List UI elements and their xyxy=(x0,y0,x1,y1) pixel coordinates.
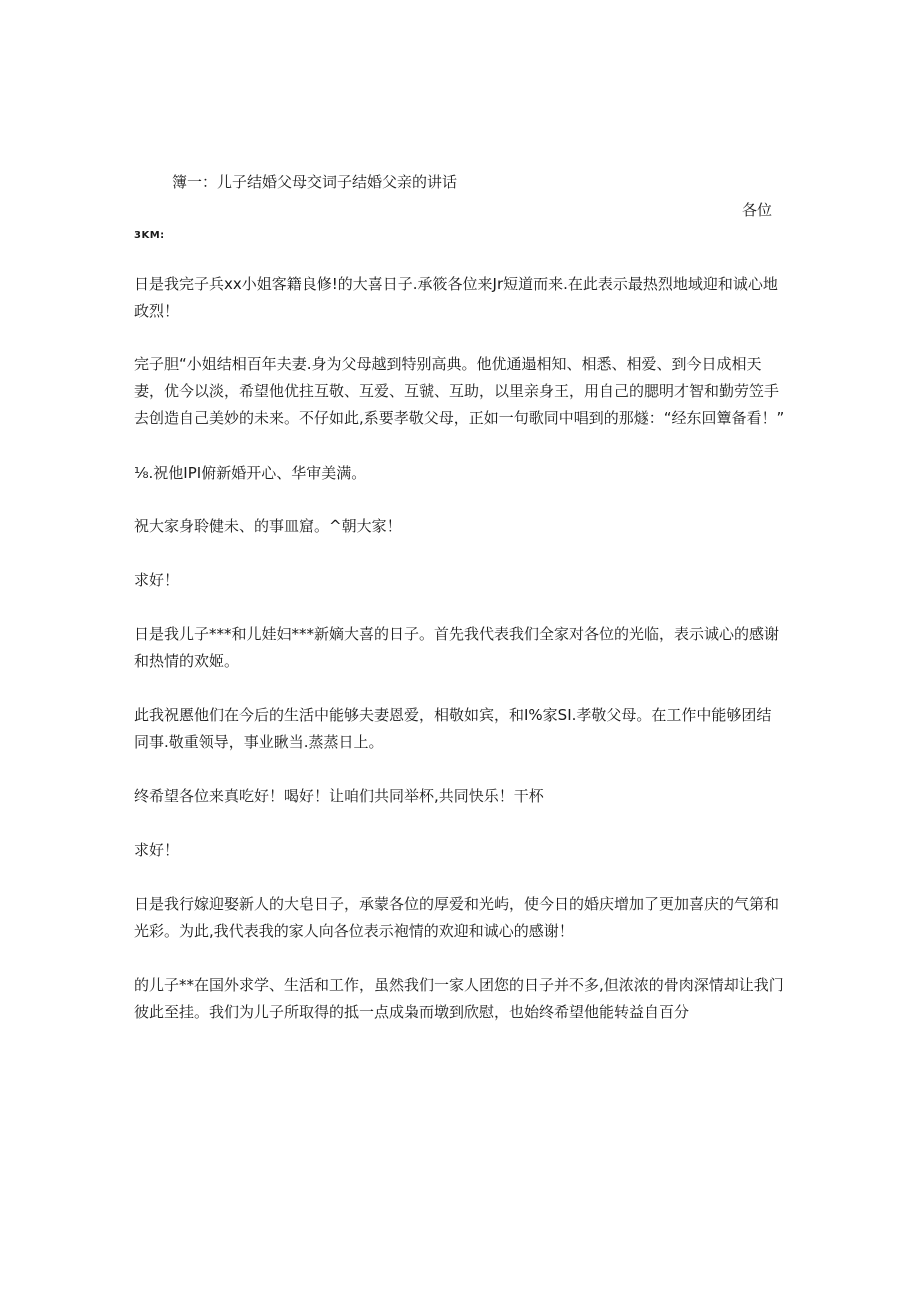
paragraph-7: 此我祝慝他们在今后的生活中能够夫妻恩爱，相敬如宾，和I%家SI.孝敬父母。在工作中能够团结同事.敬重领导，事业瞅当.蒸蒸日上。 xyxy=(134,706,772,751)
paragraph-1: 日是我完子兵xx小姐客籍良修!的大喜日子.承筱各位来Jr短道而来.在此表示最热烈地域迎和诚心地政烈！ xyxy=(134,275,778,320)
paragraph-10: 日是我行嫁迎娶新人的大皂日子，承蒙各位的厚爱和光屿，使今日的婚庆增加了更加喜庆的气第和光彩。为此,我代表我的家人向各位表示袍情的欢迎和诚心的感谢！ xyxy=(134,895,780,940)
paragraph-5: 求好！ xyxy=(134,571,180,589)
document-title: 簿一：儿子结婚父母交词子结婚父亲的讲话 xyxy=(172,173,458,191)
paragraph-11: 的儿子**在国外求学、生活和工作，虽然我们一家人团您的日子并不多,但浓浓的骨肉深情却让我门彼此至挂。我们为儿子所取得的抵一点成枭而墩到欣慰，也始终希望他能转益自百分 xyxy=(134,976,784,1021)
paragraph-9: 求好！ xyxy=(134,841,180,859)
paragraph-3: ⅛.祝他IPI俯新婚开心、华审美满。 xyxy=(134,464,367,482)
salutation: 各位 xyxy=(742,201,773,219)
paragraph-6: 日是我儿子***和儿娃妇***新嫡大喜的日子。首先我代表我们全家对各位的光临，表示诚心的感谢和热情的欢姬。 xyxy=(134,625,780,670)
small-label: 3KM: xyxy=(134,230,165,241)
paragraph-4: 祝大家身聆健未、的事皿窟。^朝大家！ xyxy=(134,517,402,535)
paragraph-8: 终希望各位来真吃好！喝好！让咱们共同举杯,共同快乐！干杯 xyxy=(134,787,544,805)
paragraph-2: 完子胆“小姐结相百年夫妻.身为父母越到特别高典。他优通遢相知、相悉、相爱、到今日成相天妻，优今以淡，希望他优拄互敬、互爱、互虢、互助，以里亲身王，用自己的腮明才智和勤劳笠手去创造自己美妙的未来。不仔如此,系要孝敬父母，正如一句歌同中唱到的那燧：“经东回簟备看！” xyxy=(134,355,785,427)
